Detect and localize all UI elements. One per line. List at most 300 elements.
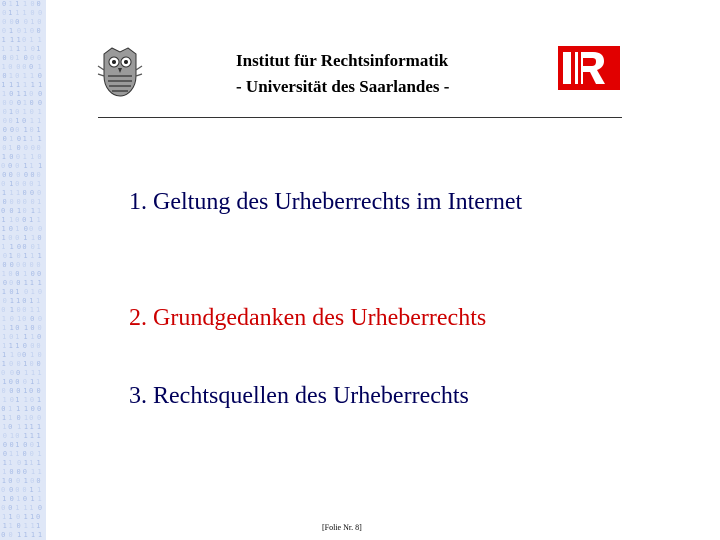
svg-text:0: 0: [37, 99, 43, 107]
svg-text:0: 0: [15, 270, 20, 278]
svg-text:1: 1: [30, 252, 35, 260]
svg-text:0: 0: [37, 405, 42, 413]
svg-text:1: 1: [37, 81, 43, 89]
svg-text:0: 0: [16, 387, 21, 395]
svg-text:1: 1: [2, 468, 7, 476]
svg-text:1: 1: [15, 441, 20, 449]
svg-text:0: 0: [22, 297, 27, 305]
svg-text:1: 1: [1, 315, 6, 323]
binary-code-icon: [0, 0, 46, 540]
svg-text:0: 0: [2, 135, 7, 143]
svg-text:0: 0: [9, 288, 14, 296]
binary-strip-decoration: [0, 0, 46, 540]
svg-text:0: 0: [36, 342, 41, 350]
svg-text:0: 0: [37, 18, 42, 26]
svg-text:1: 1: [8, 0, 13, 8]
svg-text:0: 0: [37, 324, 42, 332]
svg-text:0: 0: [22, 450, 27, 458]
svg-text:1: 1: [29, 504, 34, 512]
svg-text:0: 0: [29, 27, 35, 35]
svg-text:0: 0: [37, 315, 43, 323]
svg-text:1: 1: [8, 252, 13, 260]
svg-text:1: 1: [37, 63, 42, 71]
svg-text:0: 0: [37, 90, 43, 98]
svg-text:1: 1: [8, 45, 14, 53]
svg-text:1: 1: [15, 504, 20, 512]
svg-text:1: 1: [23, 477, 28, 485]
svg-text:1: 1: [23, 531, 28, 539]
svg-text:1: 1: [9, 135, 14, 143]
svg-text:1: 1: [16, 531, 22, 539]
svg-text:0: 0: [23, 18, 28, 26]
svg-text:0: 0: [16, 468, 21, 476]
svg-text:1: 1: [30, 531, 36, 539]
svg-text:0: 0: [22, 378, 27, 386]
svg-text:0: 0: [2, 144, 7, 152]
svg-text:0: 0: [2, 450, 8, 458]
svg-text:1: 1: [1, 360, 6, 368]
svg-text:1: 1: [29, 216, 34, 224]
svg-text:1: 1: [23, 360, 28, 368]
svg-text:1: 1: [1, 351, 7, 359]
svg-text:1: 1: [29, 423, 34, 431]
institute-title: [236, 48, 536, 100]
svg-text:1: 1: [29, 306, 35, 314]
svg-text:1: 1: [15, 54, 20, 62]
svg-text:0: 0: [15, 324, 20, 332]
svg-text:0: 0: [30, 405, 35, 413]
svg-text:0: 0: [29, 126, 34, 134]
svg-text:1: 1: [29, 279, 34, 287]
svg-text:1: 1: [1, 270, 6, 278]
svg-text:0: 0: [36, 189, 42, 197]
svg-text:0: 0: [9, 90, 14, 98]
svg-text:1: 1: [23, 252, 28, 260]
agenda-item-1: 1. Geltung des Urheberrechts im Internet: [129, 189, 523, 215]
svg-text:0: 0: [29, 189, 35, 197]
svg-text:0: 0: [30, 324, 35, 332]
svg-text:1: 1: [30, 81, 35, 89]
svg-text:0: 0: [37, 504, 43, 512]
svg-text:1: 1: [30, 378, 35, 386]
svg-text:1: 1: [30, 333, 35, 341]
svg-text:1: 1: [23, 405, 29, 413]
svg-text:1: 1: [1, 81, 6, 89]
svg-text:1: 1: [9, 180, 14, 188]
svg-text:1: 1: [36, 396, 42, 404]
svg-text:1: 1: [2, 378, 7, 386]
svg-text:1: 1: [36, 441, 41, 449]
svg-text:1: 1: [37, 468, 42, 476]
svg-text:0: 0: [36, 54, 42, 62]
svg-text:0: 0: [2, 297, 7, 305]
svg-text:1: 1: [15, 342, 20, 350]
svg-text:0: 0: [1, 387, 6, 395]
svg-text:1: 1: [9, 432, 15, 440]
svg-text:1: 1: [23, 414, 29, 422]
svg-text:0: 0: [8, 162, 13, 170]
svg-text:0: 0: [23, 54, 28, 62]
svg-text:0: 0: [15, 72, 20, 80]
svg-text:1: 1: [15, 117, 20, 125]
svg-text:1: 1: [8, 9, 13, 17]
svg-text:0: 0: [15, 477, 21, 485]
svg-text:1: 1: [36, 198, 42, 206]
svg-text:0: 0: [22, 315, 27, 323]
svg-text:1: 1: [23, 162, 28, 170]
svg-text:0: 0: [1, 405, 6, 413]
svg-text:1: 1: [2, 423, 7, 431]
svg-text:0: 0: [16, 243, 22, 251]
svg-text:0: 0: [9, 261, 14, 269]
svg-text:1: 1: [37, 36, 42, 44]
svg-text:0: 0: [9, 387, 14, 395]
svg-text:0: 0: [37, 333, 42, 341]
svg-text:1: 1: [16, 495, 21, 503]
svg-text:0: 0: [15, 378, 20, 386]
svg-text:1: 1: [15, 9, 20, 17]
svg-text:1: 1: [15, 225, 20, 233]
svg-text:1: 1: [1, 225, 6, 233]
svg-text:1: 1: [15, 81, 21, 89]
svg-text:0: 0: [9, 333, 14, 341]
svg-text:0: 0: [30, 144, 35, 152]
svg-text:1: 1: [15, 405, 21, 413]
svg-text:0: 0: [22, 351, 27, 359]
svg-text:0: 0: [15, 369, 21, 377]
svg-text:0: 0: [15, 234, 20, 242]
svg-text:1: 1: [1, 36, 6, 44]
svg-text:0: 0: [29, 261, 34, 269]
svg-text:1: 1: [1, 513, 7, 521]
svg-text:1: 1: [37, 108, 42, 116]
svg-text:1: 1: [23, 522, 28, 530]
svg-text:1: 1: [15, 396, 20, 404]
svg-text:1: 1: [1, 288, 7, 296]
svg-text:1: 1: [22, 135, 27, 143]
svg-text:0: 0: [22, 342, 28, 350]
svg-text:1: 1: [8, 522, 13, 530]
svg-text:0: 0: [29, 450, 34, 458]
svg-text:1: 1: [23, 459, 28, 467]
svg-text:1: 1: [36, 522, 41, 530]
svg-text:0: 0: [2, 99, 7, 107]
svg-text:1: 1: [16, 207, 22, 215]
svg-text:0: 0: [22, 468, 27, 476]
svg-text:0: 0: [37, 153, 42, 161]
svg-text:0: 0: [36, 477, 41, 485]
svg-text:1: 1: [23, 432, 28, 440]
svg-text:0: 0: [1, 0, 7, 8]
svg-text:0: 0: [30, 0, 35, 8]
svg-text:0: 0: [30, 198, 35, 206]
svg-text:1: 1: [9, 36, 15, 44]
svg-text:1: 1: [37, 486, 42, 494]
svg-text:0: 0: [16, 252, 21, 260]
header-divider: [98, 117, 622, 118]
svg-text:1: 1: [37, 369, 42, 377]
svg-text:1: 1: [2, 495, 7, 503]
svg-text:0: 0: [8, 279, 14, 287]
svg-text:0: 0: [2, 126, 7, 134]
svg-text:1: 1: [23, 279, 28, 287]
svg-text:0: 0: [22, 207, 27, 215]
svg-text:0: 0: [15, 261, 21, 269]
svg-text:0: 0: [1, 504, 6, 512]
svg-text:1: 1: [37, 495, 42, 503]
university-name: - Universität des Saarlandes -: [236, 77, 450, 96]
svg-text:1: 1: [36, 126, 41, 134]
svg-text:0: 0: [29, 441, 34, 449]
svg-text:1: 1: [2, 396, 7, 404]
svg-text:0: 0: [29, 108, 34, 116]
svg-text:1: 1: [1, 243, 6, 251]
agenda-item-3: 3. Rechtsquellen des Urheberrechts: [129, 383, 469, 409]
svg-text:0: 0: [9, 441, 14, 449]
svg-text:1: 1: [8, 108, 14, 116]
svg-text:1: 1: [29, 486, 34, 494]
svg-text:0: 0: [23, 225, 28, 233]
svg-text:1: 1: [22, 0, 28, 8]
svg-text:0: 0: [1, 207, 6, 215]
svg-text:1: 1: [30, 468, 36, 476]
svg-text:1: 1: [30, 369, 36, 377]
svg-text:0: 0: [22, 243, 27, 251]
svg-text:1: 1: [2, 324, 7, 332]
svg-text:1: 1: [8, 72, 13, 80]
svg-text:0: 0: [22, 36, 27, 44]
svg-text:1: 1: [8, 459, 13, 467]
svg-text:0: 0: [22, 117, 27, 125]
svg-text:0: 0: [2, 252, 8, 260]
svg-text:0: 0: [22, 189, 27, 197]
svg-text:0: 0: [36, 261, 41, 269]
svg-text:0: 0: [37, 270, 42, 278]
svg-text:1: 1: [15, 333, 20, 341]
svg-text:0: 0: [8, 360, 14, 368]
svg-text:1: 1: [23, 387, 28, 395]
svg-text:1: 1: [8, 342, 13, 350]
svg-text:0: 0: [16, 99, 22, 107]
svg-text:0: 0: [9, 396, 14, 404]
svg-text:1: 1: [15, 297, 21, 305]
svg-text:0: 0: [8, 504, 13, 512]
svg-text:0: 0: [23, 441, 28, 449]
svg-text:1: 1: [9, 243, 14, 251]
svg-text:0: 0: [37, 72, 43, 80]
svg-text:1: 1: [30, 288, 35, 296]
svg-text:0: 0: [9, 495, 14, 503]
svg-text:0: 0: [1, 180, 6, 188]
svg-text:0: 0: [16, 360, 21, 368]
svg-text:1: 1: [1, 63, 6, 71]
svg-text:0: 0: [2, 18, 7, 26]
svg-text:0: 0: [2, 441, 8, 449]
svg-text:0: 0: [22, 486, 27, 494]
svg-text:1: 1: [9, 297, 14, 305]
svg-text:0: 0: [8, 171, 13, 179]
slide-number: [Folie Nr. 8]: [322, 523, 362, 532]
svg-text:0: 0: [9, 468, 14, 476]
svg-text:1: 1: [22, 9, 27, 17]
svg-text:0: 0: [37, 288, 43, 296]
svg-text:0: 0: [22, 216, 27, 224]
svg-text:0: 0: [8, 477, 13, 485]
svg-text:1: 1: [1, 216, 6, 224]
svg-text:0: 0: [29, 180, 34, 188]
svg-text:1: 1: [29, 459, 34, 467]
svg-text:1: 1: [9, 189, 14, 197]
svg-text:1: 1: [15, 450, 20, 458]
svg-text:0: 0: [15, 162, 20, 170]
svg-text:0: 0: [2, 108, 7, 116]
svg-text:0: 0: [29, 225, 34, 233]
svg-text:0: 0: [1, 486, 6, 494]
svg-text:1: 1: [30, 234, 36, 242]
svg-text:0: 0: [30, 171, 35, 179]
svg-text:1: 1: [29, 351, 35, 359]
svg-text:1: 1: [15, 288, 20, 296]
svg-text:1: 1: [22, 27, 28, 35]
svg-text:0: 0: [36, 144, 41, 152]
svg-text:0: 0: [8, 423, 13, 431]
svg-text:0: 0: [1, 369, 6, 377]
svg-text:1: 1: [8, 27, 14, 35]
svg-text:0: 0: [37, 225, 43, 233]
svg-text:0: 0: [37, 351, 42, 359]
svg-text:0: 0: [15, 18, 20, 26]
svg-text:0: 0: [1, 27, 7, 35]
svg-text:1: 1: [8, 513, 13, 521]
svg-text:1: 1: [36, 180, 42, 188]
svg-text:1: 1: [29, 432, 34, 440]
svg-text:1: 1: [8, 81, 14, 89]
svg-text:1: 1: [36, 432, 41, 440]
svg-text:0: 0: [22, 261, 27, 269]
svg-text:1: 1: [22, 99, 27, 107]
svg-text:1: 1: [1, 189, 7, 197]
svg-text:1: 1: [36, 459, 41, 467]
svg-text:1: 1: [22, 153, 27, 161]
svg-text:0: 0: [15, 513, 21, 521]
svg-text:0: 0: [29, 414, 34, 422]
svg-text:1: 1: [9, 324, 14, 332]
svg-text:0: 0: [16, 522, 21, 530]
svg-text:1: 1: [1, 90, 7, 98]
svg-text:0: 0: [16, 414, 21, 422]
svg-text:1: 1: [8, 405, 13, 413]
svg-text:1: 1: [23, 234, 28, 242]
svg-text:1: 1: [36, 117, 42, 125]
svg-text:1: 1: [23, 513, 28, 521]
svg-text:0: 0: [9, 198, 14, 206]
svg-text:1: 1: [37, 279, 42, 287]
svg-text:1: 1: [23, 396, 28, 404]
svg-text:0: 0: [9, 126, 15, 134]
svg-text:0: 0: [16, 27, 22, 35]
svg-text:1: 1: [36, 216, 41, 224]
svg-text:1: 1: [1, 45, 6, 53]
svg-text:0: 0: [16, 144, 21, 152]
svg-text:1: 1: [1, 414, 7, 422]
svg-text:0: 0: [8, 378, 13, 386]
svg-text:0: 0: [29, 396, 35, 404]
svg-text:0: 0: [15, 108, 20, 116]
svg-text:1: 1: [23, 369, 29, 377]
svg-text:1: 1: [22, 108, 27, 116]
agenda-item-2: 2. Grundgedanken des Urheberrechts: [129, 305, 487, 331]
svg-text:0: 0: [9, 54, 14, 62]
svg-text:1: 1: [2, 333, 7, 341]
svg-text:0: 0: [15, 216, 20, 224]
svg-text:0: 0: [15, 126, 20, 134]
ifr-logo-icon: [558, 46, 620, 90]
svg-text:0: 0: [9, 153, 14, 161]
svg-text:0: 0: [30, 342, 35, 350]
svg-text:1: 1: [16, 423, 22, 431]
svg-text:1: 1: [30, 207, 36, 215]
svg-text:1: 1: [23, 270, 28, 278]
svg-text:0: 0: [29, 387, 34, 395]
svg-text:0: 0: [9, 207, 14, 215]
svg-text:0: 0: [9, 18, 14, 26]
svg-text:1: 1: [16, 315, 22, 323]
svg-text:1: 1: [16, 90, 21, 98]
svg-text:1: 1: [29, 72, 35, 80]
svg-text:0: 0: [2, 261, 7, 269]
owl-seal-icon: [96, 46, 144, 98]
svg-text:0: 0: [37, 414, 42, 422]
svg-text:1: 1: [2, 342, 7, 350]
svg-text:1: 1: [22, 90, 28, 98]
svg-text:0: 0: [29, 90, 34, 98]
svg-text:0: 0: [30, 9, 35, 17]
svg-text:0: 0: [16, 306, 21, 314]
svg-text:1: 1: [29, 297, 34, 305]
svg-text:0: 0: [9, 369, 15, 377]
svg-text:1: 1: [23, 126, 28, 134]
svg-text:1: 1: [36, 306, 41, 314]
svg-text:0: 0: [9, 315, 14, 323]
svg-text:1: 1: [9, 216, 14, 224]
svg-text:0: 0: [37, 9, 43, 17]
svg-text:1: 1: [23, 324, 29, 332]
svg-text:1: 1: [37, 135, 42, 143]
svg-text:0: 0: [1, 306, 6, 314]
svg-text:1: 1: [37, 450, 42, 458]
svg-text:0: 0: [23, 144, 28, 152]
svg-text:0: 0: [36, 171, 41, 179]
svg-text:1: 1: [8, 414, 13, 422]
svg-text:1: 1: [23, 423, 29, 431]
svg-text:0: 0: [36, 387, 41, 395]
svg-text:0: 0: [16, 351, 22, 359]
svg-text:0: 0: [23, 171, 29, 179]
svg-text:0: 0: [15, 432, 20, 440]
svg-text:0: 0: [22, 306, 27, 314]
svg-text:0: 0: [16, 171, 21, 179]
svg-text:1: 1: [16, 36, 21, 44]
svg-text:1: 1: [23, 333, 28, 341]
svg-text:1: 1: [8, 144, 13, 152]
svg-text:0: 0: [8, 225, 14, 233]
svg-text:1: 1: [30, 495, 35, 503]
svg-text:0: 0: [16, 135, 22, 143]
svg-text:0: 0: [22, 180, 27, 188]
svg-text:0: 0: [2, 72, 7, 80]
svg-text:1: 1: [29, 117, 34, 125]
svg-text:0: 0: [8, 117, 13, 125]
